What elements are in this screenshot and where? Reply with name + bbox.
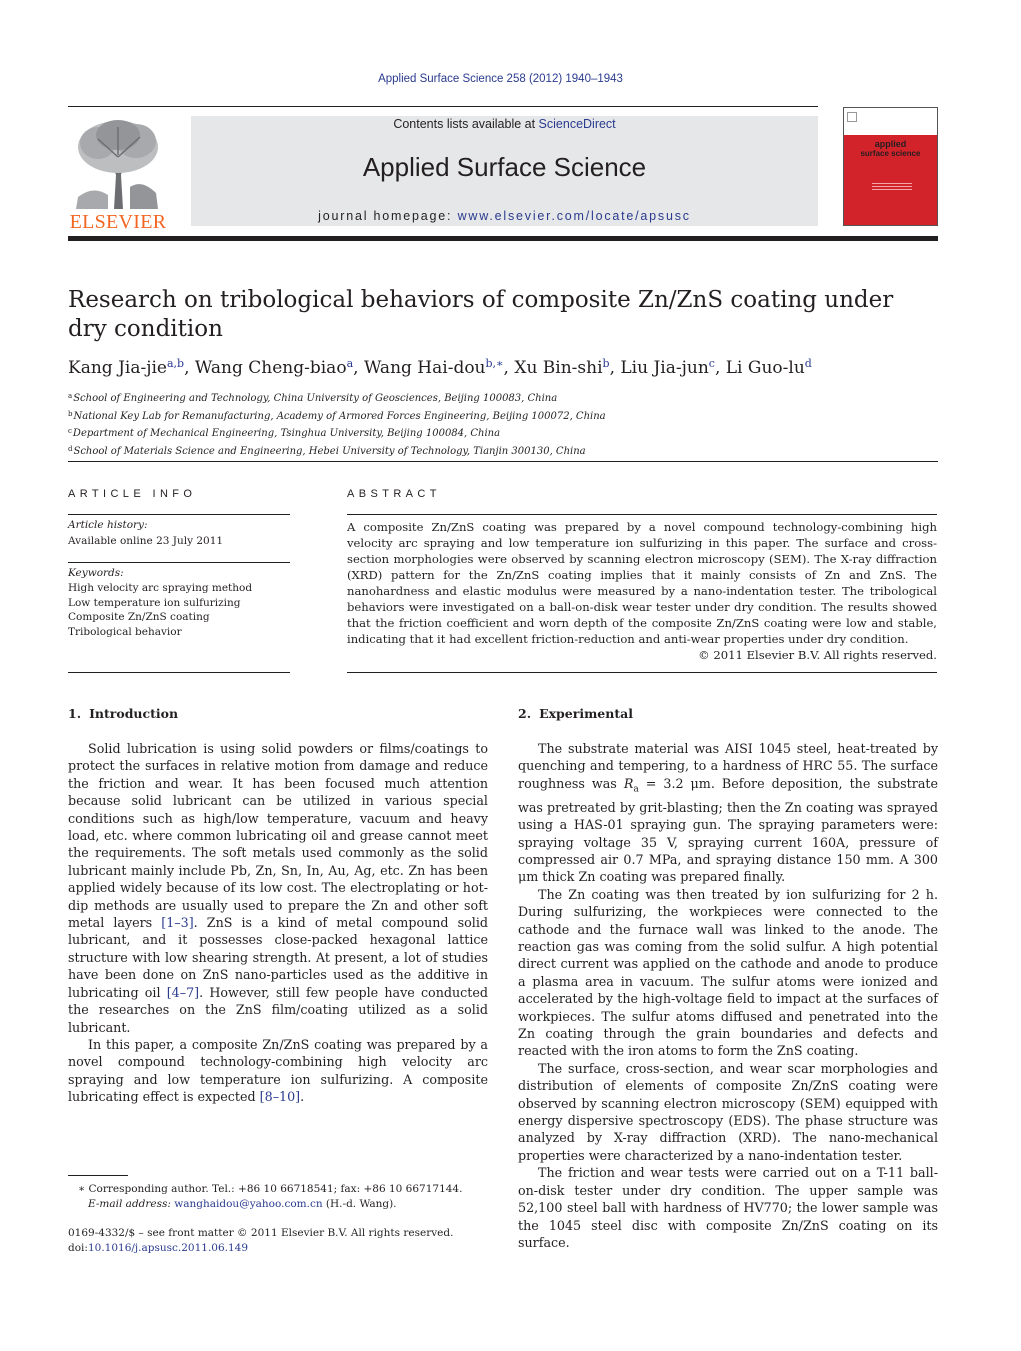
section-number: 1. (68, 706, 82, 721)
keywords-rule (68, 562, 290, 563)
corresponding-author-line: ∗ Corresponding author. Tel.: +86 10 66718541; fax: +86 10 66717144. (78, 1183, 463, 1195)
cover-text-lines (872, 183, 912, 193)
paragraph: The Zn coating was then treated by ion sulfurizing for 2 h. During sulfurizing, the workpieces were connected to the cathode and the furnace wall was linked to the anode. The reaction gas was coming from the solid sulfur. A high potential direct current was applied on the cathode and anode to produce a plasma area in vacuum. The sulfur atoms were ionized and accelerated by the high-voltage field to impact at the surfaces of workpieces. The sulfur atoms diffused and penetrated into the Zn coating through the grain boundaries and defects and reacted with the iron atoms to form the ZnS coating. (518, 886, 938, 1059)
affiliation-item (68, 407, 938, 425)
author-name: Xu Bin-shi (514, 358, 603, 378)
contents-available-line (191, 117, 818, 131)
elsevier-tree-icon (68, 117, 168, 211)
article-info-rule (68, 514, 290, 515)
article-title: Research on tribological behaviors of composite Zn/ZnS coating under dry condition (68, 287, 894, 342)
journal-homepage-link[interactable]: www.elsevier.com/locate/apsusc (457, 209, 691, 223)
author-name: Wang Cheng-biao (194, 358, 347, 378)
paragraph: The friction and wear tests were carried out on a T-11 ball-on-disk tester under dry condition. The upper sample was 52,100 steel ball with hardness of HV770; the lower sample was the 1045 steel disc with composite Zn/ZnS coating on its surface. (518, 1165, 938, 1250)
roughness-subscript: a (633, 784, 639, 795)
email-label: E-mail address: (88, 1197, 171, 1210)
text-run: . However, still few people have conducted the researches on the ZnS film/coating utilized as a solid lubricant. (68, 984, 488, 1035)
affiliation-item (68, 424, 938, 442)
reference-link[interactable]: [4–7] (166, 984, 200, 1000)
section-number: 2. (518, 706, 532, 721)
cover-mini-logo-icon (847, 112, 857, 122)
paragraph (68, 740, 488, 1036)
issn-block (68, 1226, 488, 1255)
email-line (68, 1197, 488, 1212)
author-separator: , (184, 358, 195, 378)
section-heading-experimental (518, 706, 641, 721)
issn-line: 0169-4332/$ – see front matter © 2011 Elsevier B.V. All rights reserved. (68, 1227, 454, 1239)
corresponding-author-footnote (68, 1182, 488, 1211)
section-title: Introduction (89, 706, 179, 721)
text-run: = 3.2 μm. Before deposition, the substrate was pretreated by grit-blasting; then the Zn coating was sprayed using a HAS-01 spraying gun. The spraying parameters were: spraying voltage 35 V, spraying current 160A, pressure of compressed air 0.7 MPa, and spraying distance 150 mm. A 300 μm thick Zn coating was prepared finally. (518, 775, 938, 885)
author-name: Li Guo-lu (725, 358, 805, 378)
abstract-rule (347, 514, 937, 515)
elsevier-logo[interactable] (68, 117, 168, 233)
section-title: Experimental (539, 706, 633, 721)
paragraph (68, 1036, 488, 1106)
article-history-label: Article history: (68, 519, 148, 531)
reference-link[interactable]: [1–3] (161, 915, 194, 931)
affiliation-key: c (68, 427, 72, 435)
abstract-text: A composite Zn/ZnS coating was prepared by a novel compound technology-combining high velocity arc spraying and low temperature ion sulfurizing in this paper. The surface and cross-section morphologies were observed by scanning electron microscopy (SEM). The X-ray diffraction (XRD) pattern for the Zn/ZnS coating implies that it mainly consists of Zn and ZnS. The nanohardness and elastic modulus were measured by a nano-indentation tester. The tribological behaviors were investigated on a ball-on-disk wear tester under dry condition. The results showed that the friction coefficient and worn depth of the composite Zn/ZnS coating were low and stable, indicating that it had excellent friction-reduction and anti-wear properties under dry condition. (347, 520, 937, 646)
author-separator: , (503, 358, 515, 378)
author-separator: , (353, 358, 364, 378)
author-affiliation-marker[interactable]: b (602, 357, 610, 370)
journal-title: Applied Surface Science (362, 152, 647, 182)
keywords-label: Keywords: (68, 567, 124, 579)
roughness-symbol: R (623, 775, 634, 791)
cover-header (844, 108, 937, 135)
author-name: Liu Jia-jun (620, 358, 709, 378)
email-suffix: (H.-d. Wang). (322, 1197, 397, 1210)
reference-link[interactable]: [8–10] (259, 1089, 301, 1105)
doi-link[interactable]: 10.1016/j.apsusc.2011.06.149 (87, 1241, 249, 1254)
affiliation-item (68, 389, 938, 407)
elsevier-wordmark: ELSEVIER (69, 211, 167, 233)
author-separator: , (609, 358, 621, 378)
text-run: . (300, 1089, 305, 1105)
affiliation-key: d (68, 444, 73, 453)
author-affiliation-marker[interactable]: a (346, 357, 354, 370)
article-history-value: Available online 23 July 2011 (68, 535, 224, 547)
text-run: . ZnS is a kind of metal compound solid lubricant, and it possesses close-packed hexagonal lattice structure with low shearing strength. At present, a lot of studies have been done on ZnS nano-particles used as the additive in lubricating oil (68, 915, 488, 1000)
text-run: Solid lubrication is using solid powders or films/coatings to protect the surfaces in relative motion from damage and reduce the friction and wear. It has been focused much attention because solid lubricant can be utilized in various special conditions such as high/low temperature, vacuum and heavy load, etc. where common lubricating oil and grease cannot meet the requirements. The soft metals used commonly as the solid lubricant mainly include Pb, Zn, Sn, In, Au, Ag, etc. Zn has been applied widely because of its low cost. The electroplating or hot-dip methods are usually used to prepare the Zn and other soft metal layers (68, 741, 488, 931)
journal-homepage-line (191, 209, 818, 223)
affiliation-key: b (68, 409, 73, 418)
keyword-item: High velocity arc spraying method (68, 582, 253, 594)
author-affiliation-marker[interactable]: c (708, 357, 715, 370)
text-run: The substrate material was AISI 1045 steel, heat-treated by quenching and tempering, to a hardness of HRC 55. The surface roughness was (518, 741, 938, 791)
affiliation-key: a (68, 392, 73, 400)
keywords-list (68, 581, 252, 639)
journal-citation-link[interactable]: Applied Surface Science 258 (2012) 1940–1943 (378, 73, 623, 85)
doi-prefix: doi: (68, 1241, 88, 1254)
author-affiliation-marker[interactable]: d (804, 357, 812, 370)
header-bottom-rule (68, 236, 938, 241)
author-affiliation-marker[interactable]: b,∗ (485, 357, 504, 370)
affiliation-bottom-rule (68, 461, 938, 462)
abstract-heading: ABSTRACT (347, 488, 441, 500)
homepage-prefix: journal homepage: (318, 209, 458, 223)
affiliation-item (68, 442, 938, 460)
sciencedirect-link[interactable]: ScienceDirect (538, 117, 616, 131)
author-separator: , (714, 358, 726, 378)
author-affiliation-marker[interactable]: a,b (166, 357, 185, 370)
abstract-bottom-rule (347, 672, 937, 673)
text-run: In this paper, a composite Zn/ZnS coating was prepared by a novel compound technology-combining high velocity arc spraying and low temperature ion sulfurizing. A composite lubricating effect is expected (68, 1036, 488, 1105)
author-name: Wang Hai-dou (363, 358, 486, 378)
cover-title-line2: surface science (860, 149, 921, 158)
affiliation-text: Department of Mechanical Engineering, Tsinghua University, Beijing 100084, China (72, 428, 501, 439)
email-link[interactable]: wanghaidou@yahoo.com.cn (174, 1197, 323, 1210)
author-list (68, 357, 938, 378)
doi-line (68, 1241, 488, 1256)
article-info-heading: ARTICLE INFO (68, 488, 197, 500)
affiliation-list (68, 389, 938, 459)
affiliation-text: National Key Lab for Remanufacturing, Academy of Armored Forces Engineering, Beijing 100072, China (73, 410, 606, 422)
affiliation-text: School of Materials Science and Engineering, Hebei University of Technology, Tianjin 300130, China (73, 445, 586, 457)
paragraph: The surface, cross-section, and wear scar morphologies and distribution of elements of composite Zn/ZnS coating were observed by scanning electron microscopy (SEM) equipped with energy dispersive spectroscopy (EDS). The phase structure was analyzed by X-ray diffraction (XRD). The nano-mechanical properties were characterized by a nano-indentation tester. (518, 1060, 938, 1163)
paragraph (518, 740, 938, 886)
cover-title-line1: applied (874, 139, 907, 149)
experimental-body (518, 740, 938, 1251)
keyword-item: Tribological behavior (68, 625, 182, 638)
header-top-rule (68, 106, 818, 107)
author-name: Kang Jia-jie (68, 358, 167, 378)
affiliation-text: School of Engineering and Technology, China University of Geosciences, Beijing 100083, China (73, 393, 558, 404)
abstract-copyright: © 2011 Elsevier B.V. All rights reserved. (698, 648, 937, 662)
keyword-item: Composite Zn/ZnS coating (68, 611, 210, 623)
journal-cover-thumbnail[interactable] (843, 107, 938, 226)
section-heading-introduction (68, 706, 186, 721)
contents-prefix: Contents lists available at (393, 117, 539, 131)
journal-banner (191, 116, 818, 226)
keyword-item: Low temperature ion sulfurizing (68, 596, 241, 609)
introduction-body (68, 740, 488, 1106)
footnote-rule (68, 1175, 128, 1176)
article-info-bottom-rule (68, 672, 290, 673)
